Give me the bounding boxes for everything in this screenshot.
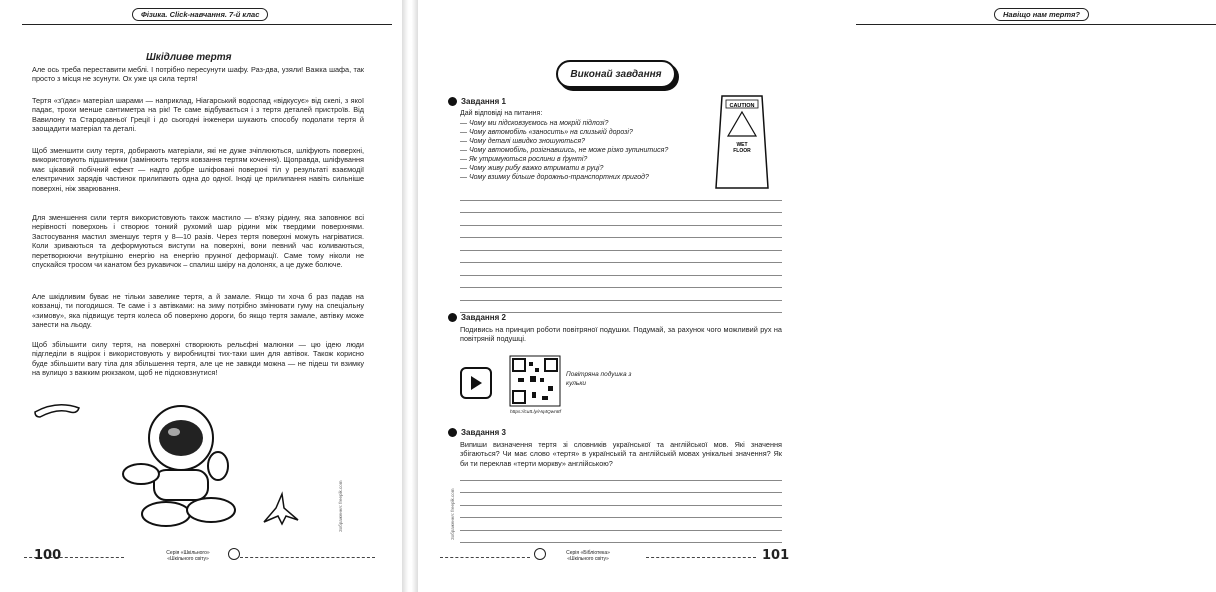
paragraph-1: Але ось треба переставити меблі. І потрібно пересунути шафу. Раз-два, узяли! Важка шафа, так просто з місця не зсунути. Ох уже ця сила тертя! — [32, 65, 364, 84]
left-series-line-2: «Шкільного світу» — [167, 556, 209, 562]
task-1-question-2: — Чому автомобіль «заносить» на слизькій дорозі? — [460, 129, 633, 136]
task-2-heading — [448, 313, 506, 322]
task-3-text: Випиши визначення тертя зі словників української та англійської мов. Які значення збігаються? Чи має слово «тертя» в українській та англійській мовах унікальні значення? Як би ти переклав «терти моркву» англійською? — [460, 440, 782, 468]
left-page-number: 100 — [34, 548, 62, 563]
paragraph-4: Для зменшення сили тертя використовують також мастило — в'язку рідину, яка заповнює всі нерівності поверхонь і створює тонкий рухомий шар рідини між твердими поверхнями. Застосування мастил зменшує тертя у 8—10 разів. Через тертя поверхні можуть нагріватися. Коли зриваються та деформуються виступи на поверхні, вони певний час коливаються, перетворюючи внутрішню енергію на енергію пружної деформації. Саме тому ніколи не спускайся тросом чи канатом без рукавичок – спалиш шкіру на долонях, а це дуже болюче. — [32, 213, 364, 270]
left-header-title: Фізика. Click-навчання. 7-й клас — [132, 8, 268, 21]
task-1-intro: Дай відповіді на питання: — [460, 110, 543, 117]
qr-link[interactable]: https://cutt.ly/Hq4Qwn8f — [510, 410, 561, 415]
task-3-answer-lines[interactable] — [460, 468, 782, 543]
task-banner: Виконай завдання — [556, 60, 676, 88]
paragraph-5: Але шкідливим буває не тільки завелике тертя, а й замале. Якщо ти хоча б раз падав на ковзанці, ти погодишся. Те саме і з автівками: на зиму потрібно змінювати гуму на спеціальну «зимову», яка підвищує тертя колеса об поверхню дороги, бо якщо тертя замале, автівку може занести на льоду. — [32, 292, 364, 330]
banana-peel-illustration — [258, 490, 306, 528]
right-series-label — [548, 550, 628, 562]
right-header-title: Навіщо нам тертя? — [994, 8, 1089, 21]
right-page-number: 101 — [762, 548, 790, 563]
task-2-text: Подивись на принцип роботи повітряної подушки. Подумай, за рахунок чого можливий рух на повітряній подушці. — [460, 325, 782, 344]
banana-illustration — [32, 398, 82, 420]
left-page — [0, 0, 402, 592]
footer-line-right — [440, 557, 530, 558]
left-page-header — [22, 10, 392, 25]
task-1-heading — [448, 97, 506, 106]
task-2-title: Завдання 2 — [461, 313, 506, 322]
left-series-logo — [228, 548, 240, 560]
task-1-question-3: — Чому деталі швидко зношуються? — [460, 138, 586, 145]
paragraph-6: Щоб збільшити силу тертя, на поверхні створюють рельєфні малюнки — цю ідею люди підгледіли в ящірок і використовують у виробництві тих-таки шин для автівок. Також корисно буде збільшити вагу тіла для збільшення тертя, але це не завжди можна — не підеш ти взимку на вулицю з важким рюкзаком, щоб не підсковзнутися! — [32, 340, 364, 378]
left-series-label — [148, 550, 228, 562]
video-caption: Повітряна подушка з кульки — [566, 371, 632, 387]
task-1-answer-lines[interactable] — [460, 188, 782, 313]
section-title: Шкідливе тертя — [146, 52, 232, 63]
bullet-icon — [448, 313, 457, 322]
right-image-credit: Зображення: freepik.com — [450, 488, 455, 540]
bullet-icon — [448, 428, 457, 437]
paragraph-3: Щоб зменшити силу тертя, добирають матеріали, які не дуже зчіплюються, шліфують поверхні, використовують підшипники (замінюють тертя ковзання тертям кочення). Щоправда, шліфування має цікавий побічний ефект — надто добре шліфовані поверхні тіл у результаті взаємодії електричних зарядів частинок прилипають одна до одної. Іноді це прилипання навіть сильніше поверхні, ніж зварювання. — [32, 146, 364, 193]
footer-line-right-2 — [646, 557, 756, 558]
right-page-header — [856, 10, 1216, 25]
astronaut-illustration — [106, 396, 256, 536]
qr-code[interactable] — [510, 356, 560, 406]
paragraph-2: Тертя «з'їдає» матеріал шарами — наприклад, Ніагарський водоспад «відкусує» від скелі, з якої падає, трохи менше сантиметра на рік! Те саме відбувається і з тертя деталей пристроїв. Від Вавилону та Стародавньої Греції і до сьогодні інженери шукають способу подолати тертя й заощадити матеріал та деталі. — [32, 96, 364, 134]
bullet-icon — [448, 97, 457, 106]
book-gutter — [402, 0, 418, 592]
caution-sign-illustration — [714, 90, 770, 190]
sign-floor-text: FLOOR — [733, 148, 751, 154]
task-3-heading — [448, 428, 506, 437]
right-series-line-2: «Шкільного світу» — [567, 556, 609, 562]
task-1-question-7: — Чому взимку більше дорожньо-транспортних пригод? — [460, 174, 649, 181]
video-play-icon[interactable] — [460, 367, 492, 399]
left-series-line-1: Серія «Шкільного» — [166, 550, 210, 556]
right-series-line-1: Серія «Бібліотека» — [566, 550, 610, 556]
sign-caution-text: CAUTION — [729, 103, 755, 109]
task-1-question-1: — Чому ми підсковзуємось на мокрій підлозі? — [460, 120, 609, 127]
task-1-question-6: — Чому живу рибу важко втримати в руці? — [460, 165, 604, 172]
task-1-question-5: — Як утримуються рослини в ґрунті? — [460, 156, 588, 163]
task-3-title: Завдання 3 — [461, 428, 506, 437]
footer-line-left-2 — [240, 557, 375, 558]
sign-wet-text: WET — [736, 142, 748, 148]
task-1-question-4: — Чому автомобіль, розігнавшись, не може різко зупинитися? — [460, 147, 669, 154]
left-image-credit: Зображення: freepik.com — [338, 480, 343, 532]
task-1-title: Завдання 1 — [461, 97, 506, 106]
right-series-logo — [534, 548, 546, 560]
